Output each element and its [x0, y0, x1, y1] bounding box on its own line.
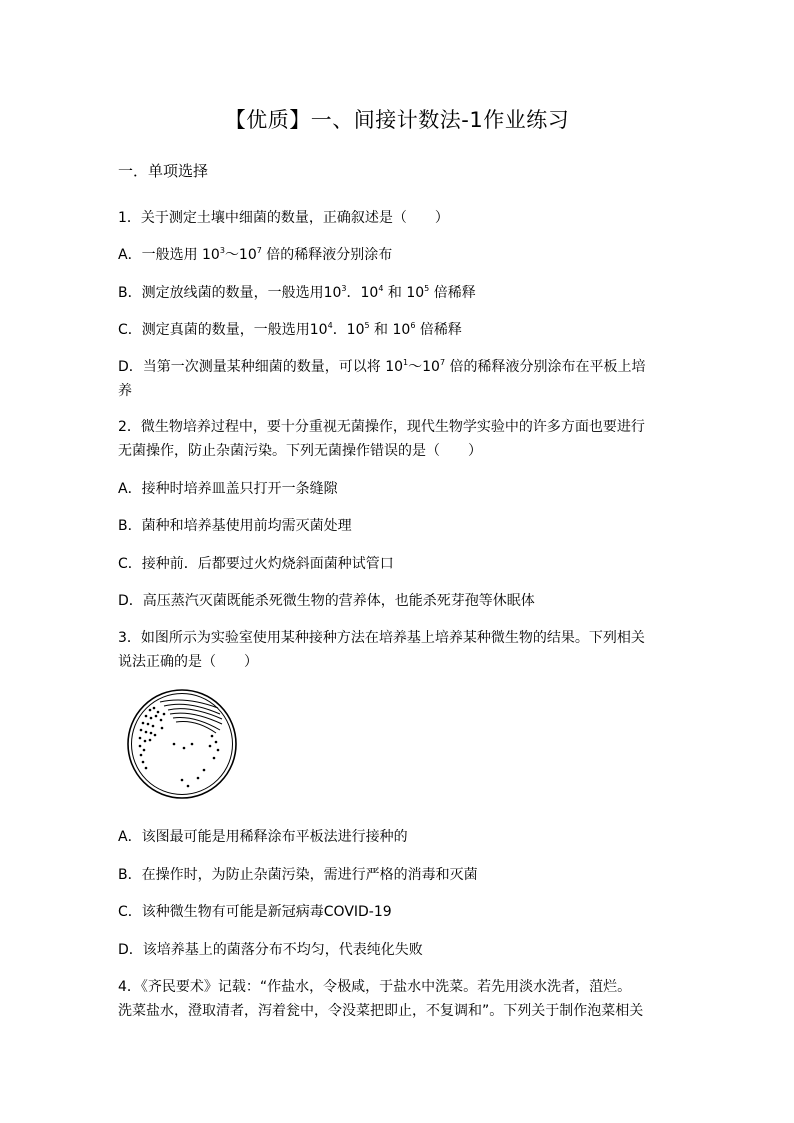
section-heading: 一．单项选择: [118, 162, 209, 180]
exponent: 5: [364, 321, 370, 330]
question-3-option-d[interactable]: D．该培养基上的菌落分布不均匀，代表纯化失败: [118, 942, 423, 958]
question-1-option-d[interactable]: [118, 357, 646, 377]
question-1-option-c[interactable]: [118, 320, 462, 340]
dish-rim-outer: [128, 690, 236, 798]
page-title: 【优质】一、间接计数法-1作业练习: [224, 108, 570, 132]
question-4-stem-line-1: 4．《齐民要术》记载：“作盐水，令极咸，于盐水中洗菜。若先用淡水洗者，菹烂。: [118, 979, 632, 995]
option-text: 和 10: [383, 285, 425, 301]
question-4-stem-line-2: 洗菜盐水，澄取清者，泻着瓮中，令没菜把即止，不复调和”。下列关于制作泡菜相关: [118, 1003, 644, 1019]
option-text: B．测定放线菌的数量，一般选用10: [118, 285, 342, 301]
option-text: ～10: [408, 359, 440, 375]
exponent: 1: [403, 358, 409, 367]
option-text: 倍的稀释液分别涂布: [261, 247, 393, 263]
petri-dish-figure: [126, 688, 238, 800]
option-text: ～10: [224, 247, 257, 263]
exponent: 5: [424, 284, 430, 293]
option-text: D．当第一次测量某种细菌的数量，可以将 10: [118, 359, 404, 375]
option-text: 倍稀释: [415, 322, 462, 338]
exponent: 6: [410, 321, 416, 330]
question-3-stem-line-2: 说法正确的是（ ）: [118, 654, 258, 670]
exponent: 4: [378, 284, 384, 293]
question-2-option-d[interactable]: D．高压蒸汽灭菌既能杀死微生物的营养体，也能杀死芽孢等休眠体: [118, 593, 535, 609]
exponent: 3: [219, 246, 225, 255]
question-3-option-a[interactable]: A．该图最可能是用稀释涂布平板法进行接种的: [118, 829, 408, 845]
option-text: A．一般选用 10: [118, 247, 220, 263]
question-1-option-d-continued: 养: [118, 383, 132, 399]
question-2-option-a[interactable]: A．接种时培养皿盖只打开一条缝隙: [118, 481, 338, 497]
question-1-option-a[interactable]: [118, 245, 392, 265]
question-3-option-b[interactable]: B．在操作时，为防止杂菌污染，需进行严格的消毒和灭菌: [118, 867, 478, 883]
option-text: 和 10: [369, 322, 411, 338]
option-text: ．10: [346, 285, 379, 301]
option-text: 倍的稀释液分别涂布在平板上培: [445, 359, 646, 375]
question-2-option-b[interactable]: B．菌种和培养基使用前均需灭菌处理: [118, 518, 352, 534]
exponent: 3: [341, 284, 347, 293]
question-2-stem-line-1: 2．微生物培养过程中，要十分重视无菌操作，现代生物学实验中的许多方面也要进行: [118, 419, 645, 435]
option-text: 倍稀释: [429, 285, 476, 301]
question-2-option-c[interactable]: C．接种前．后都要过火灼烧斜面菌种试管口: [118, 556, 394, 572]
question-1-stem: 1．关于测定土壤中细菌的数量，正确叙述是（ ）: [118, 210, 449, 226]
exponent: 7: [439, 358, 446, 367]
option-text: ．10: [332, 322, 365, 338]
question-3-stem-line-1: 3．如图所示为实验室使用某种接种方法在培养基上培养某种微生物的结果。下列相关: [118, 630, 645, 646]
question-2-stem-line-2: 无菌操作，防止杂菌污染。下列无菌操作错误的是（ ）: [118, 443, 482, 459]
exponent: 7: [256, 246, 262, 255]
question-1-option-b[interactable]: [118, 283, 476, 303]
option-text: C．测定真菌的数量，一般选用10: [118, 322, 328, 338]
question-3-option-c[interactable]: C．该种微生物有可能是新冠病毒COVID-19: [118, 904, 392, 920]
exponent: 4: [327, 321, 333, 330]
